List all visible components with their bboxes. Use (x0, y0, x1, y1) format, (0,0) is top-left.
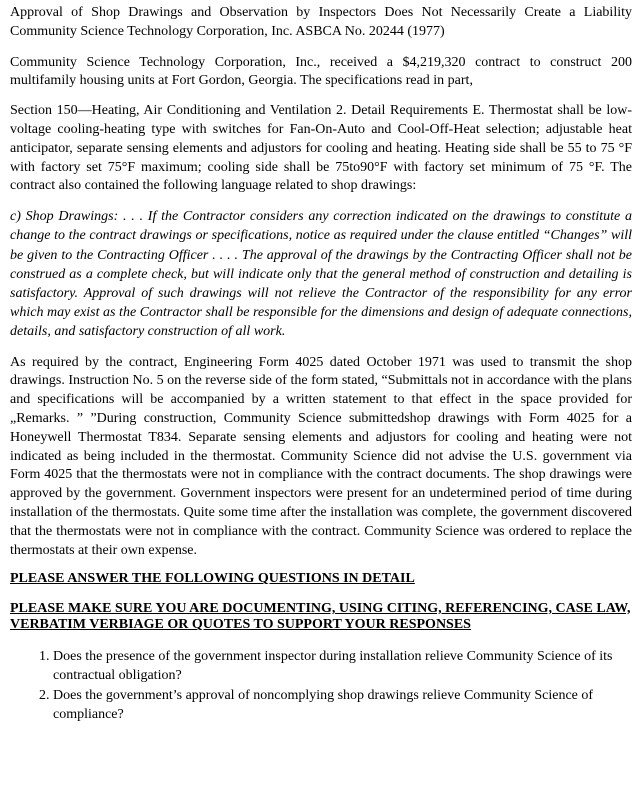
answer-questions-heading: PLEASE ANSWER THE FOLLOWING QUESTIONS IN DETAIL (10, 571, 415, 587)
questions-list (10, 647, 632, 724)
question-item: 2. Does the government’s approval of noncomplying shop drawings relieve Community Science of compliance? (53, 686, 632, 724)
section-150-paragraph: Section 150—Heating, Air Conditioning and Ventilation 2. Detail Requirements E. Thermostat shall be low-voltage cooling-heating type with switches for Fan-On-Auto and Cool-Off-Heat selection; adjustable heat anticipator, separate sensing elements and adjustors for cooling and heating. Heating side shall be 55 to 75 °F with factory set 75°F maximum; cooling side shall be 75to90°F with factory set minimum of 75 °F. The contract also contained the following language related to shop drawings: (10, 103, 632, 194)
intro-paragraph: Approval of Shop Drawings and Observation by Inspectors Does Not Necessarily Create a Liability Community Science Technology Corporation, Inc. ASBCA No. 20244 (1977) (10, 5, 632, 39)
shop-drawings-clause: c) Shop Drawings: . . . If the Contractor considers any correction indicated on the drawings to constitute a change to the contract drawings or specifications, notice as required under the clause entitled “Changes” will be given to the Contracting Officer . . . . The approval of the drawings by the Contracting Officer shall not be construed as a complete check, but will indicate only that the general method of construction and detailing is satisfactory. Approval of such drawings will not relieve the Contractor of the responsibility for any error which may exist as the Contractor shall be responsible for the dimensions and design of adequate connections, details, and satisfactory construction of all work. (10, 209, 632, 340)
documenting-instructions-heading: PLEASE MAKE SURE YOU ARE DOCUMENTING, USING CITING, REFERENCING, CASE LAW, VERBATIM VERBIAGE OR QUOTES TO SUPPORT YOUR RESPONSES (10, 600, 631, 633)
contract-paragraph: Community Science Technology Corporation, Inc., received a $4,219,320 contract to construct 200 multifamily housing units at Fort Gordon, Georgia. The specifications read in part, (10, 54, 632, 89)
facts-paragraph: As required by the contract, Engineering Form 4025 dated October 1971 was used to transmit the shop drawings. Instruction No. 5 on the reverse side of the form stated, “Submittals not in accordance with the plans and specifications will be accompanied by a written statement to that effect in the space provided for „Remarks. ” ”During construction, Community Science submittedshop drawings with Form 4025 for a Honeywell Thermostat T834. Separate sensing elements and adjustors for cooling and heating were not indicated as being included in the thermostat. Community Science did not advise the U.S. government via Form 4025 that the thermostats were not in compliance with the contract documents. The shop drawings were approved by the government. Government inspectors were present for an undetermined period of time during installation of the thermostats. Quite some time after the installation was complete, the government discovered that the thermostats were not in compliance with the contract. Community Science was ordered to replace the thermostats at their own expense. (10, 354, 632, 558)
question-item: 1. Does the presence of the government inspector during installation relieve Community Science of its contractual obligation? (53, 647, 632, 685)
